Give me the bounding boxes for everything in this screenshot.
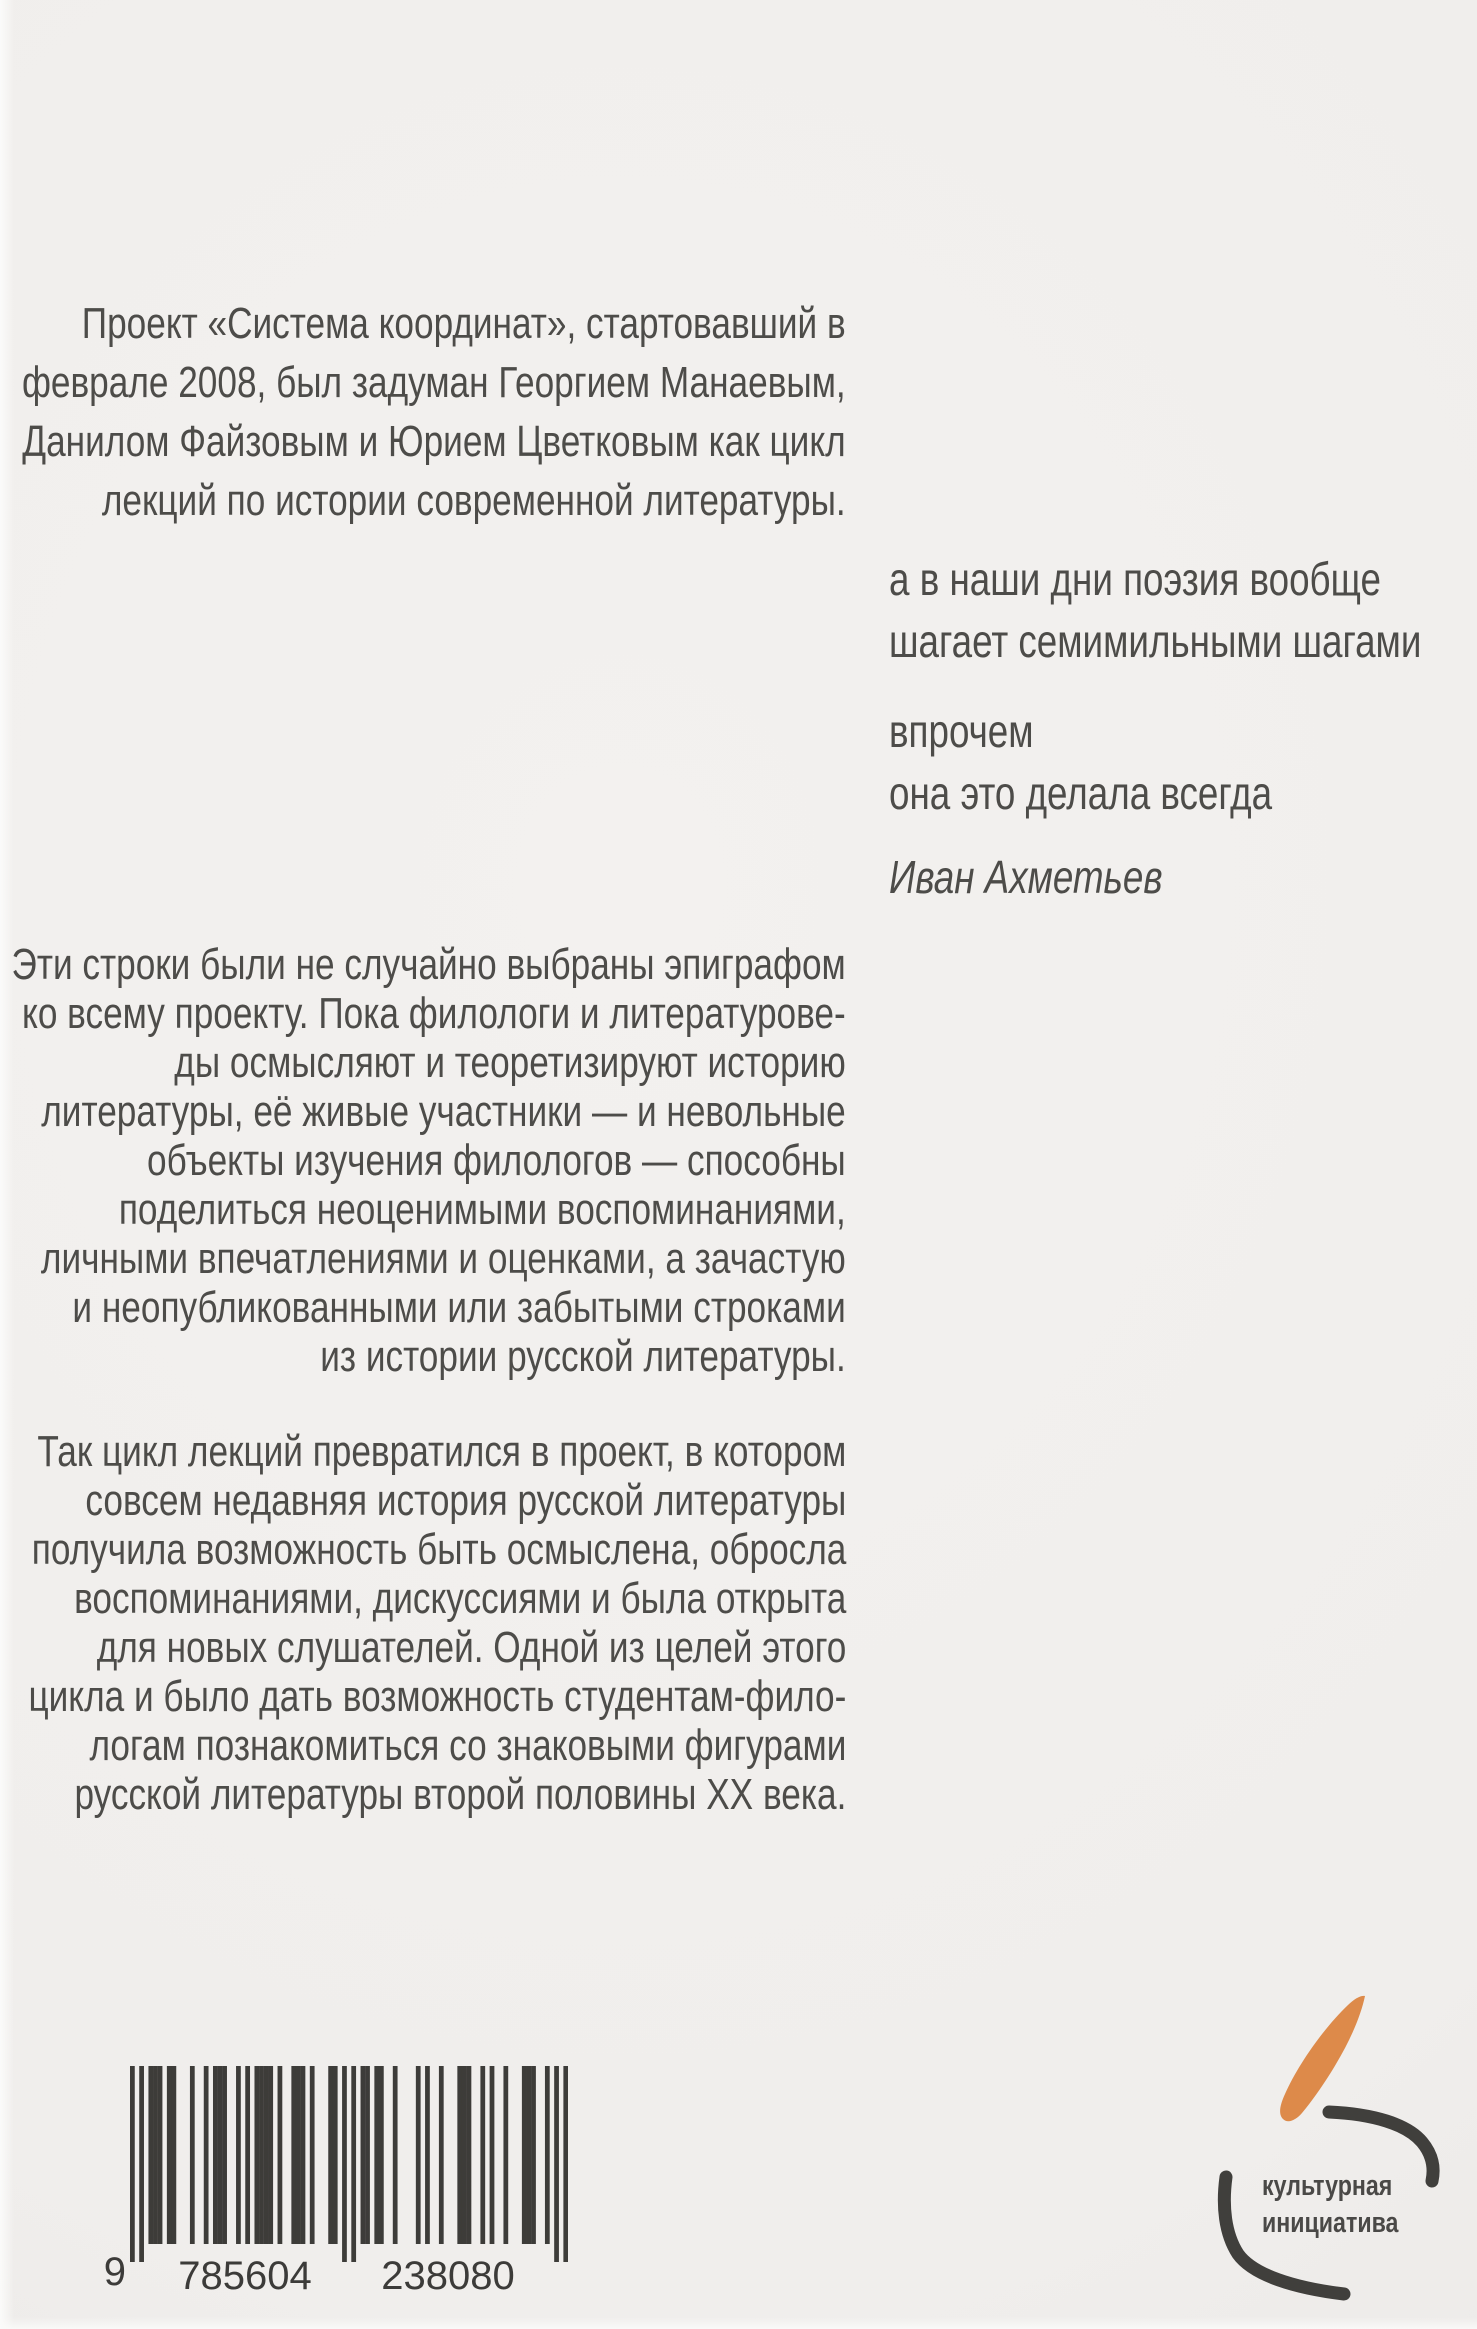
text-line: а в наши дни поэзия вообще (889, 553, 1381, 605)
barcode-digits-right: 238080 (381, 2254, 515, 2298)
text-line: литературы, её живые участники — и невольные (41, 1087, 847, 1136)
publisher-logo (1205, 1963, 1460, 2308)
text-line: Так цикл лекций превратился в проект, в котором (36, 1427, 847, 1476)
barcode-digits-left: 785604 (178, 2254, 312, 2298)
isbn-barcode (103, 2066, 568, 2306)
publisher-logo-mark (1205, 1963, 1460, 2308)
epigraph-stanza-1 (889, 548, 1421, 672)
text-line: лекций по истории современной литературы. (102, 476, 846, 525)
text-line: из истории русской литературы. (320, 1332, 846, 1381)
body-paragraph-memoirs (12, 940, 846, 1381)
publisher-name-line1: культурная (1262, 2170, 1393, 2202)
text-line: логам познакомиться со знаковыми фигурами (89, 1721, 846, 1770)
epigraph-author: Иван Ахметьев (889, 851, 1163, 903)
text-line: воспоминаниями, дискуссиями и была открыта (73, 1574, 846, 1623)
body-paragraph-project (28, 1427, 846, 1819)
epigraph (889, 548, 1421, 908)
text-line: шагает семимильными шагами (889, 615, 1422, 667)
epigraph-stanza-2 (889, 700, 1421, 824)
text-line: получила возможность быть осмыслена, обросла (31, 1525, 847, 1574)
text-line: цикла и было дать возможность студентам-фило- (28, 1672, 846, 1721)
text-line: для новых слушателей. Одной из целей этого (96, 1623, 846, 1672)
text-line: и неопубликованными или забытыми строками (72, 1283, 847, 1332)
text-line: ко всему проекту. Пока филологи и литературове- (22, 989, 847, 1038)
text-line: впрочем (889, 705, 1034, 757)
flame-icon (1280, 1996, 1365, 2121)
barcode-digit-prefix: 9 (103, 2250, 126, 2294)
publisher-name-line2: инициатива (1262, 2207, 1399, 2239)
text-line: личными впечатлениями и оценками, а зачастую (41, 1234, 846, 1283)
text-line: Проект «Система координат», стартовавший в (82, 299, 847, 348)
text-line: ды осмысляют и теоретизируют историю (174, 1038, 846, 1087)
barcode-bars (130, 2066, 568, 2276)
text-line: Данилом Файзовым и Юрием Цветковым как цикл (22, 417, 846, 466)
text-line: феврале 2008, был задуман Георгием Манаевым, (22, 358, 846, 407)
text-line: поделиться неоценимыми воспоминаниями, (119, 1185, 847, 1234)
text-line: русской литературы второй половины XX века. (74, 1770, 847, 1819)
text-line: она это делала всегда (889, 767, 1273, 819)
text-line: Эти строки были не случайно выбраны эпиграфом (11, 940, 846, 989)
intro-paragraph (22, 294, 846, 530)
text-line: совсем недавняя история русской литературы (85, 1476, 847, 1525)
text-line: объекты изучения филологов — способны (147, 1136, 847, 1185)
